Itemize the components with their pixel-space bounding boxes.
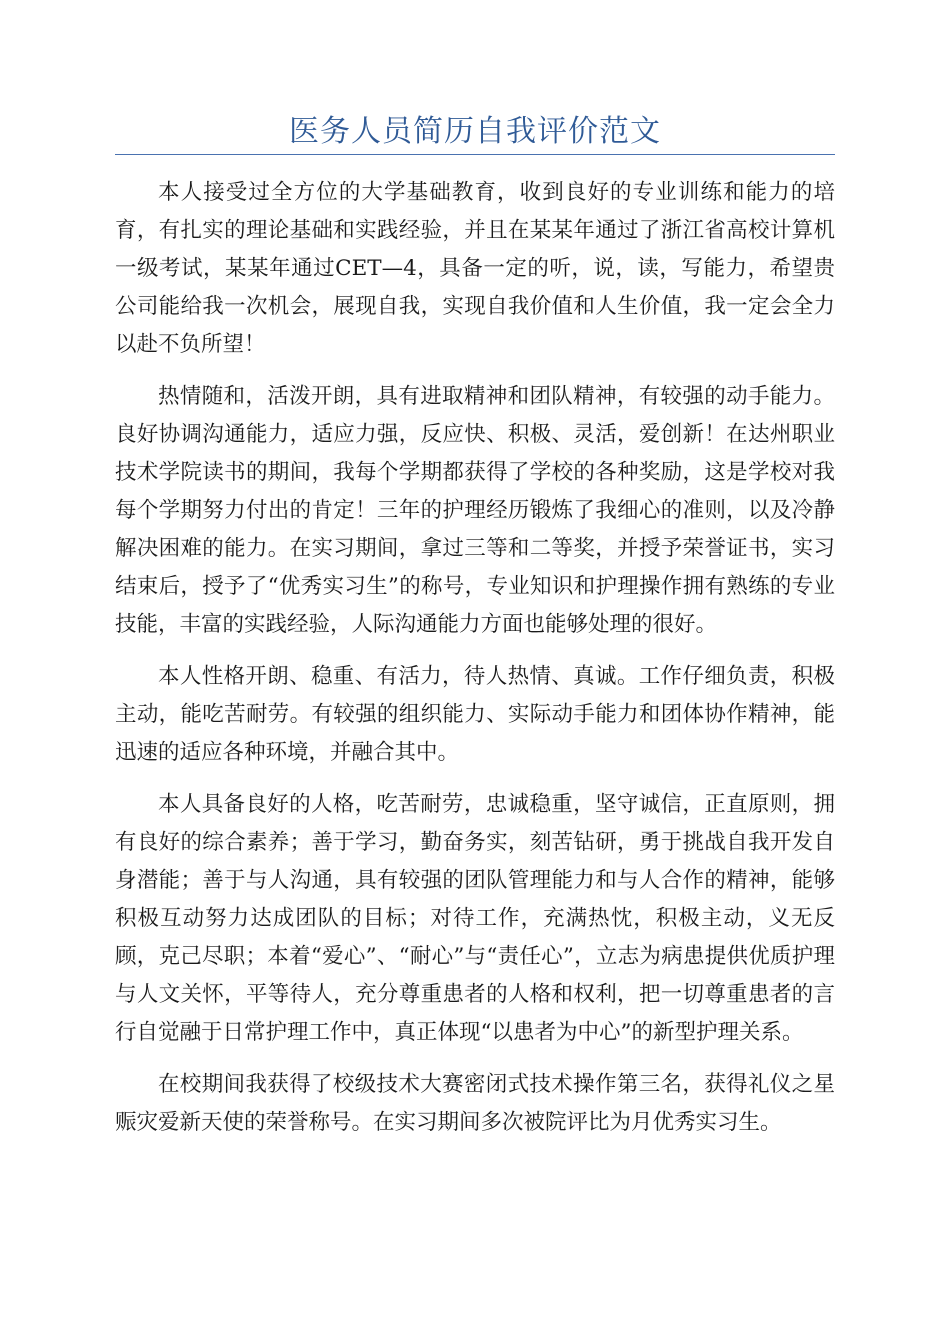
paragraph-2: 热情随和，活泼开朗，具有进取精神和团队精神，有较强的动手能力。良好协调沟通能力，适应力强，反应快、积极、灵活，爱创新！在达州职业技术学院读书的期间，我每个学期都获得了学校的各种奖励，这是学校对我每个学期努力付出的肯定！三年的护理经历锻炼了我细心的准则，以及冷静解决困难的能力。在实习期间，拿过三等和二等奖，并授予荣誉证书，实习结束后，授予了“优秀实习生”的称号，专业知识和护理操作拥有熟练的专业技能，丰富的实践经验，人际沟通能力方面也能够处理的很好。: [115, 384, 835, 637]
paragraph-4: 本人具备良好的人格，吃苦耐劳，忠诚稳重，坚守诚信，正直原则，拥有良好的综合素养；善于学习，勤奋务实，刻苦钻研，勇于挑战自我开发自身潜能；善于与人沟通，具有较强的团队管理能力和与人合作的精神，能够积极互动努力达成团队的目标；对待工作，充满热忱，积极主动，义无反顾，克己尽职；本着“爱心”、“耐心”与“责任心”，立志为病患提供优质护理与人文关怀，平等待人，充分尊重患者的人格和权利，把一切尊重患者的言行自觉融于日常护理工作中，真正体现“以患者为中心”的新型护理关系。: [115, 792, 835, 1045]
paragraph-5: 在校期间我获得了校级技术大赛密闭式技术操作第三名，获得礼仪之星赈灾爱新天使的荣誉称号。在实习期间多次被院评比为月优秀实习生。: [115, 1072, 835, 1135]
paragraph-3: 本人性格开朗、稳重、有活力，待人热情、真诚。工作仔细负责，积极主动，能吃苦耐劳。有较强的组织能力、实际动手能力和团体协作精神，能迅速的适应各种环境，并融合其中。: [115, 664, 835, 765]
paragraph-1: 本人接受过全方位的大学基础教育，收到良好的专业训练和能力的培育，有扎实的理论基础和实践经验，并且在某某年通过了浙江省高校计算机一级考试，某某年通过CET—4，具备一定的听，说，读，写能力，希望贵公司能给我一次机会，展现自我，实现自我价值和人生价值，我一定会全力以赴不负所望！: [115, 180, 835, 357]
document-title: 医务人员简历自我评价范文: [289, 114, 661, 149]
document-body: [115, 174, 835, 1156]
title-underline: [115, 154, 835, 155]
